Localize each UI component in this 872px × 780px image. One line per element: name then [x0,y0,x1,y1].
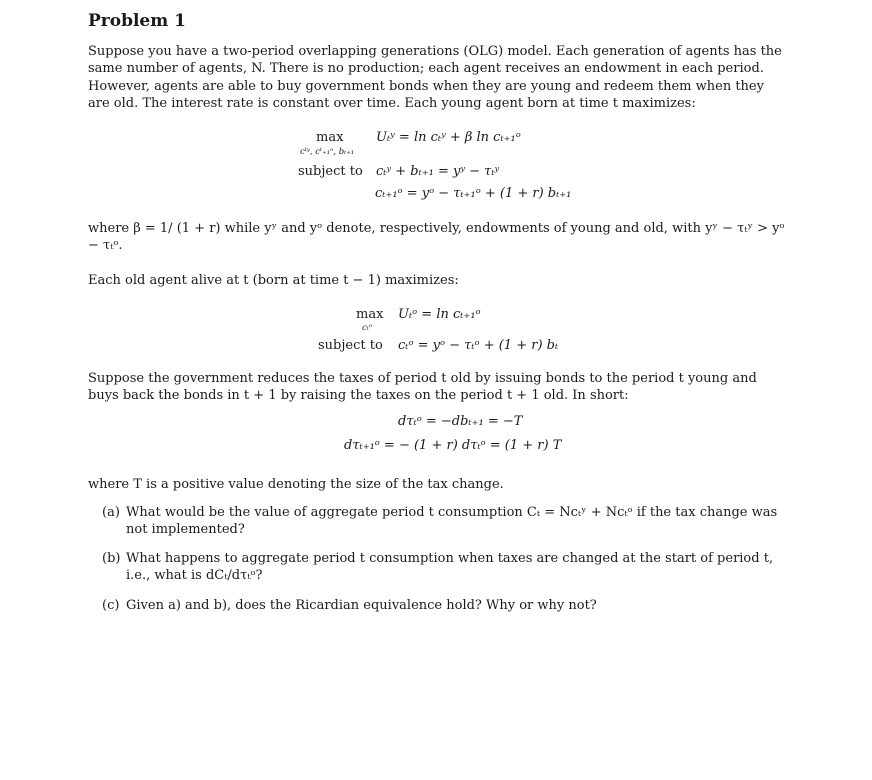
question-c-marker: (c) [102,598,120,613]
old-max-choice-variable: cₜᵒ [362,323,373,333]
young-subject-to: subject to [298,164,363,179]
t-definition: where T is a positive value denoting the size of the tax change. [88,477,504,492]
young-max-choice-variables: cᵗʸ, cᵗ₊₁ᵒ, bₜ₊₁ [300,147,355,157]
young-constraint-2: cₜ₊₁ᵒ = yᵒ − τₜ₊₁ᵒ + (1 + r) bₜ₊₁ [375,186,572,201]
tax-equation-2: dτₜ₊₁ᵒ = − (1 + r) dτₜᵒ = (1 + r) T [344,438,562,453]
young-max-label: max [316,130,344,145]
question-a-marker: (a) [102,505,120,520]
question-c-text: Given a) and b), does the Ricardian equivalence hold? Why or why not? [126,598,597,613]
problem-title: Problem 1 [88,11,186,31]
old-max-label: max [356,307,384,322]
beta-definition: where β = 1/ (1 + r) while yʸ and yᵒ denote, respectively, endowments of young and old, with yʸ − τₜʸ > yᵒ − τₜᵒ. [88,221,785,254]
young-objective: Uₜʸ = ln cₜʸ + β ln cₜ₊₁ᵒ [376,130,521,145]
old-agent-intro: Each old agent alive at t (born at time t − 1) maximizes: [88,273,459,288]
intro-paragraph: Suppose you have a two-period overlapping generations (OLG) model. Each generation of agents has the same number of agents, N. There is no production; each agent receives an endowment in each period. However, agents are able to buy government bonds when they are young and redeem them when they are old. The interest rate is constant over time. Each young agent born at time t maximizes: [88,44,782,111]
question-b-text: What happens to aggregate period t consumption when taxes are changed at the start of period t, i.e., what is dCₜ/dτₜᵒ? [126,551,774,584]
old-objective: Uₜᵒ = ln cₜ₊₁ᵒ [398,307,481,322]
tax-equation-1: dτₜᵒ = −dbₜ₊₁ = −T [398,414,523,429]
old-subject-to: subject to [318,338,383,353]
question-a-text: What would be the value of aggregate period t consumption Cₜ = Ncₜʸ + Ncₜᵒ if the tax change was not implemented? [126,505,778,538]
old-constraint: cₜᵒ = yᵒ − τₜᵒ + (1 + r) bₜ [398,338,559,353]
young-constraint-1: cₜʸ + bₜ₊₁ = yʸ − τₜʸ [376,164,500,179]
question-b-marker: (b) [102,551,121,566]
government-policy-paragraph: Suppose the government reduces the taxes of period t old by issuing bonds to the period t young and buys back the bonds in t + 1 by raising the taxes on the period t + 1 old. In short: [88,371,757,404]
